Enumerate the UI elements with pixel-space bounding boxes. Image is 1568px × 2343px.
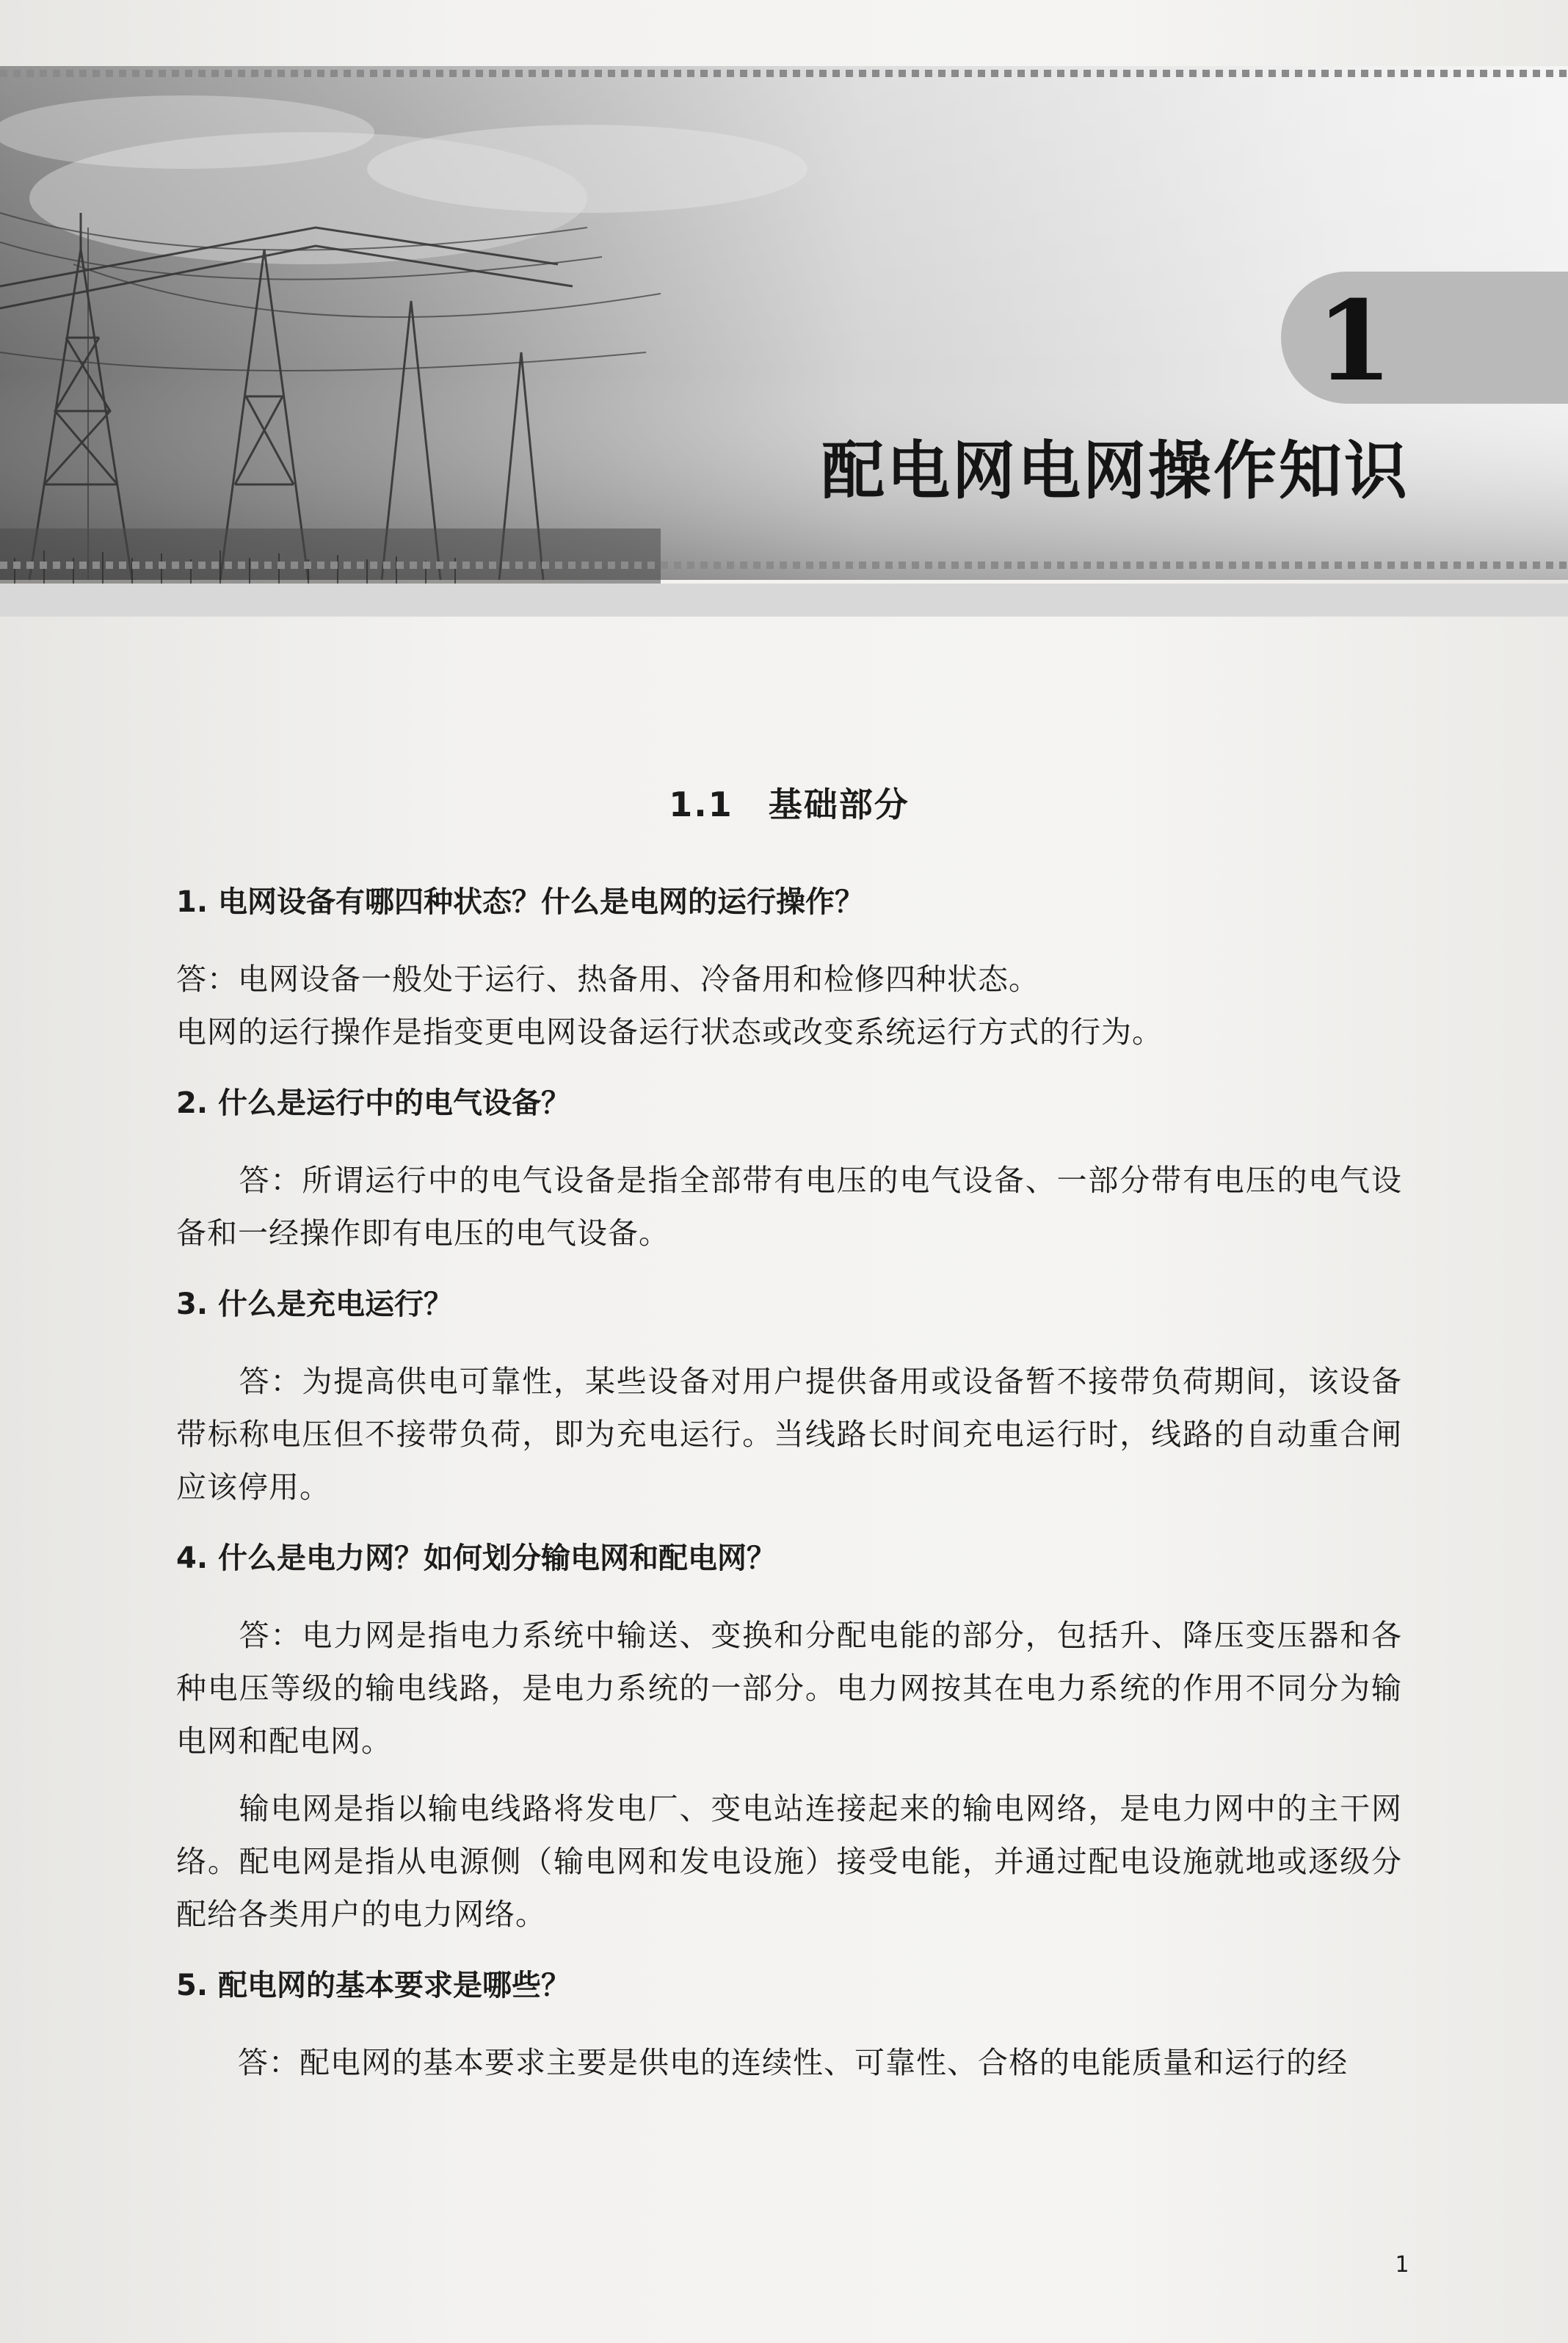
question: 5. 配电网的基本要求是哪些？: [176, 1969, 570, 2002]
qa-item: [176, 881, 1402, 1058]
chapter-banner: [0, 44, 1568, 617]
page-number: 1: [1395, 2252, 1409, 2278]
section-heading: 1.1 基础部分: [669, 785, 910, 824]
answer-paragraph: 电网的运行操作是指变更电网设备运行状态或改变系统运行方式的行为。: [176, 1014, 1163, 1050]
question: 3. 什么是充电运行？: [176, 1287, 453, 1321]
qa-item: [176, 1964, 1402, 2089]
answer-paragraph: 答：所谓运行中的电气设备是指全部带有电压的电气设备、一部分带有电压的电气设备和一经操作即有电压的电气设备。: [176, 1163, 1402, 1251]
qa-item: [176, 1537, 1402, 1941]
chapter-title: 配电网电网操作知识: [821, 435, 1409, 508]
question: 1. 电网设备有哪四种状态？什么是电网的运行操作？: [176, 885, 864, 919]
answer-paragraph: 答：配电网的基本要求主要是供电的连续性、可靠性、合格的电能质量和运行的经: [176, 2045, 1348, 2080]
answer-paragraph: 答：电力网是指电力系统中输送、变换和分配电能的部分，包括升、降压变压器和各种电压等级的输电线路，是电力系统的一部分。电力网按其在电力系统的作用不同分为输电网和配电网。: [176, 1618, 1402, 1759]
question: 4. 什么是电力网？如何划分输电网和配电网？: [176, 1541, 776, 1575]
page-content: [176, 778, 1402, 2089]
qa-item: [176, 1082, 1402, 1260]
answer-paragraph: 输电网是指以输电线路将发电厂、变电站连接起来的输电网络，是电力网中的主干网络。配电网是指从电源侧（输电网和发电设施）接受电能，并通过配电设施就地或逐级分配给各类用户的电力网络。: [176, 1791, 1402, 1932]
chapter-number: 1: [1315, 277, 1393, 406]
qa-item: [176, 1283, 1402, 1514]
answer-paragraph: 答：为提高供电可靠性，某些设备对用户提供备用或设备暂不接带负荷期间，该设备带标称电压但不接带负荷，即为充电运行。当线路长时间充电运行时，线路的自动重合闸应该停用。: [176, 1364, 1402, 1505]
question: 2. 什么是运行中的电气设备？: [176, 1086, 570, 1120]
answer-paragraph: 答：电网设备一般处于运行、热备用、冷备用和检修四种状态。: [176, 962, 1039, 997]
